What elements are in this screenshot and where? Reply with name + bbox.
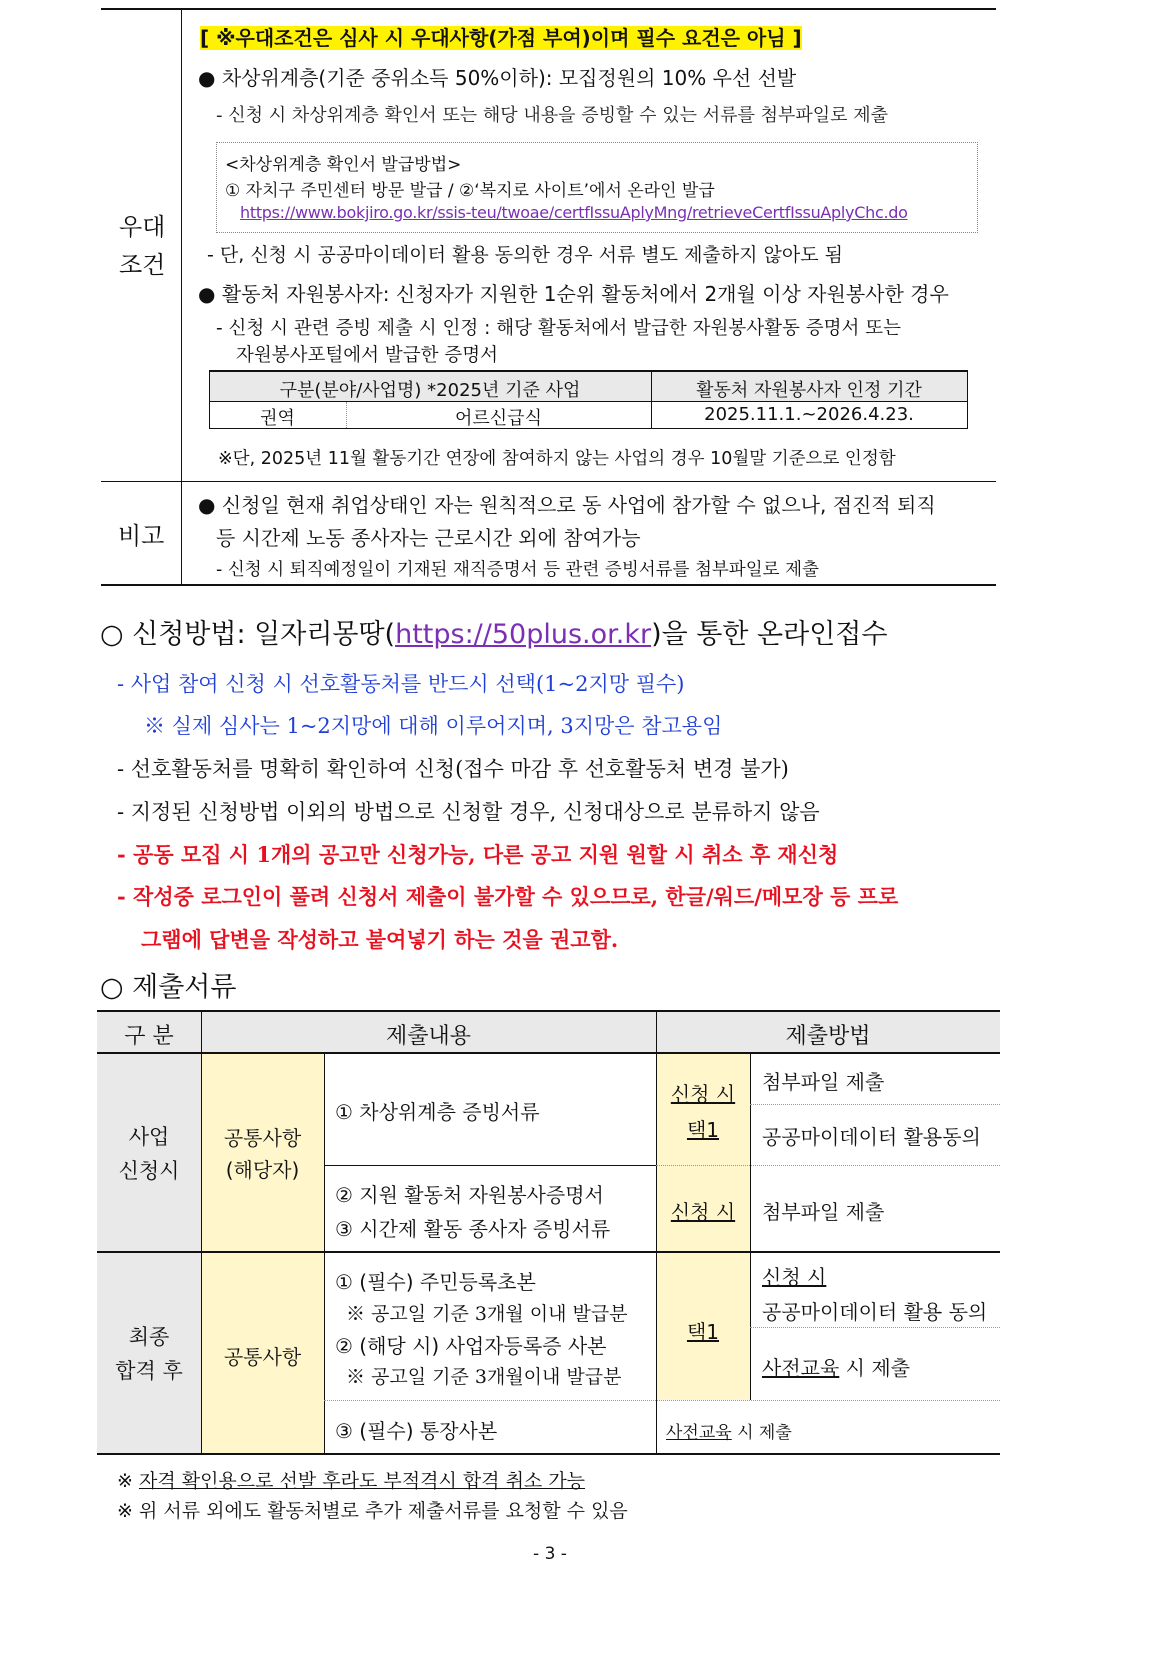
col-category: 구 분: [124, 1024, 174, 1049]
note-disqualify: ※ 자격 확인용으로 선발 후라도 부적격시 합격 취소 가능: [117, 1470, 586, 1492]
doc-low-income: ① 차상위계층 증빙서류: [335, 1100, 540, 1124]
doc-resident-abstract: ① (필수) 주민등록초본: [335, 1270, 536, 1294]
low-income-sub: - 신청 시 차상위계층 확인서 또는 해당 내용을 증빙할 수 있는 서류를 첨부파일로 제출: [216, 105, 889, 126]
remark-sub: - 신청 시 퇴직예정일이 기재된 재직증명서 등 관련 증빙서류를 첨부파일로 제출: [216, 560, 819, 580]
period-head-col2: 활동처 자원봉사자 인정 기간: [696, 380, 922, 401]
final-stage-label: 최종 합격 후: [115, 1325, 183, 1383]
method-attach-file: 첨부파일 제출: [762, 1070, 885, 1094]
apply-red-line2a: - 작성중 로그인이 풀려 신청서 제출이 불가할 수 있으므로, 한글/워드/메모장 등 프로: [117, 884, 899, 909]
doc-business-note: ※ 공고일 기준 3개월이내 발급분: [346, 1366, 622, 1388]
col-method: 제출방법: [785, 1024, 871, 1049]
period-row-dates: 2025.11.1.~2026.4.23.: [704, 404, 914, 425]
preference-label: 우대 조건: [119, 213, 166, 279]
apply-line3: - 선호활동처를 명확히 확인하여 신청(접수 마감 후 선호활동처 변경 불가): [117, 757, 789, 781]
bullet-low-income: ● 차상위계층(기준 중위소득 50%이하): 모집정원의 10% 우선 선발: [198, 66, 797, 90]
doc-volunteer-cert: ② 지원 활동처 자원봉사증명서: [335, 1183, 604, 1207]
remark-line2: 등 시간제 노동 종사자는 근로시간 외에 참여가능: [216, 526, 641, 550]
method-mydata-consent: 공공마이데이터 활용동의: [762, 1125, 981, 1149]
when-choose-one: 신청 시 택1: [670, 1082, 736, 1142]
final-choose-one: 택1: [686, 1320, 720, 1344]
doc-bankbook: ③ (필수) 통장사본: [335, 1419, 498, 1443]
remark-line1: ● 신청일 현재 취업상태인 자는 원칙적으로 동 사업에 참가할 수 없으나, 점진적 퇴직: [198, 493, 936, 517]
final-preedu-submit: 사전교육 시 제출: [762, 1356, 910, 1380]
doc-business-reg: ② (해당 시) 사업자등록증 사본: [335, 1334, 607, 1358]
mydata-sub: - 단, 신청 시 공공마이데이터 활용 동의한 경우 서류 별도 제출하지 않아도 됨: [207, 244, 843, 266]
bullet-volunteer: ● 활동처 자원봉사자: 신청자가 지원한 1순위 활동처에서 2개월 이상 자원봉사한 경우: [198, 282, 949, 306]
doc-resident-note: ※ 공고일 기준 3개월 이내 발급분: [346, 1303, 628, 1325]
period-row-region: 권역: [260, 408, 295, 429]
period-row-project: 어르신급식: [455, 408, 542, 429]
apply-stage-label: 사업 신청시: [118, 1125, 180, 1183]
col-content: 제출내용: [385, 1024, 471, 1049]
note-additional-docs: ※ 위 서류 외에도 활동처별로 추가 제출서류를 요청할 수 있음: [117, 1500, 628, 1522]
docs-heading: ○ 제출서류: [100, 972, 237, 1003]
apply-blue-line1: - 사업 참여 신청 시 선호활동처를 반드시 선택(1~2지망 필수): [117, 672, 685, 696]
apply-heading: ○ 신청방법: 일자리몽땅(https://50plus.or.kr)을 통한 온라인접수: [100, 619, 888, 650]
preference-footnote: ※단, 2025년 11월 활동기간 연장에 참여하지 않는 사업의 경우 10월말 기준으로 인정함: [218, 449, 896, 469]
apply-red-line1: - 공동 모집 시 1개의 공고만 신청가능, 다른 공고 지원 원할 시 취소 후 재신청: [117, 842, 839, 867]
remarks-label: 비고: [118, 522, 165, 550]
apply-red-line2b: 그램에 답변을 작성하고 붙여넣기 하는 것을 권고함.: [141, 927, 619, 952]
issue-method-title: <차상위계층 확인서 발급방법>: [225, 155, 462, 175]
volunteer-sub-b: 자원봉사포털에서 발급한 증명서: [236, 345, 498, 366]
volunteer-sub-a: - 신청 시 관련 증빙 제출 시 인정 : 해당 활동처에서 발급한 자원봉사활동 증명서 또는: [216, 318, 901, 339]
common-applicable-label: 공통사항 (해당자): [223, 1126, 302, 1182]
common-label: 공통사항: [223, 1345, 302, 1369]
apply-blue-line2: ※ 실제 심사는 1~2지망에 대해 이루어지며, 3지망은 참고용임: [144, 714, 723, 738]
final-when-apply: 신청 시: [762, 1265, 827, 1289]
method-attach-file-2: 첨부파일 제출: [762, 1200, 885, 1224]
bokjiro-link[interactable]: https://www.bokjiro.go.kr/ssis-teu/twoae/certfIssuAplyMng/retrieveCertfIssuAplyChc.do: [240, 203, 908, 222]
apply-line4: - 지정된 신청방법 이외의 방법으로 신청할 경우, 신청대상으로 분류하지 않음: [117, 800, 820, 824]
when-apply: 신청 시: [670, 1200, 736, 1224]
preference-notice: [ ※우대조건은 심사 시 우대사항(가점 부여)이며 필수 요건은 아님 ]: [200, 26, 802, 50]
issue-method-line: ① 자치구 주민센터 방문 발급 / ②‘복지로 사이트’에서 온라인 발급: [225, 181, 715, 201]
fiftyplus-link[interactable]: https://50plus.or.kr: [395, 619, 652, 650]
bankbook-preedu-submit: 사전교육 시 제출: [666, 1423, 792, 1443]
final-mydata-consent: 공공마이데이터 활용 동의: [762, 1300, 988, 1324]
period-head-col1: 구분(분야/사업명) *2025년 기준 사업: [279, 380, 581, 401]
doc-parttime-proof: ③ 시간제 활동 종사자 증빙서류: [335, 1217, 611, 1241]
page-number: - 3 -: [533, 1544, 567, 1564]
